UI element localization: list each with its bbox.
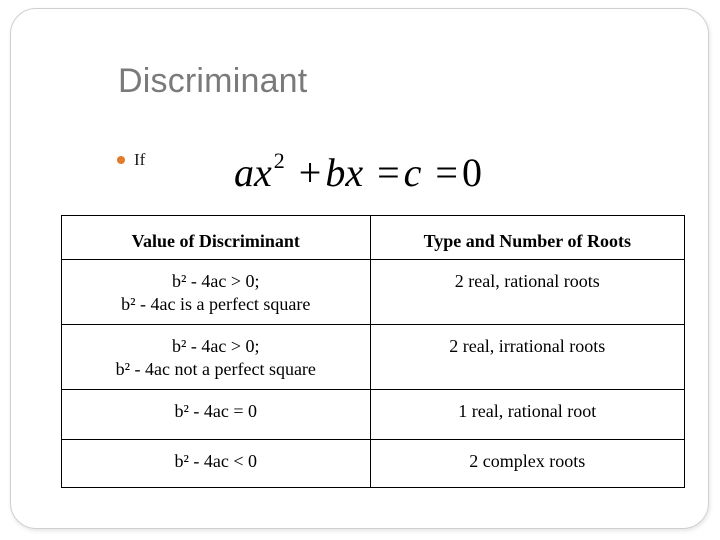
quadratic-equation	[234, 150, 482, 193]
condition-cell	[62, 260, 371, 325]
bullet-item	[117, 150, 145, 170]
condition-line: b² - 4ac < 0	[174, 451, 258, 471]
condition-cell	[62, 440, 371, 488]
eq-term-bx: bx	[325, 150, 364, 195]
roots-cell: 2 real, rational roots	[370, 260, 684, 325]
header-value-of-discriminant: Value of Discriminant	[62, 216, 371, 260]
table-row	[62, 260, 685, 325]
eq-zero: 0	[461, 150, 482, 195]
table-row	[62, 390, 685, 440]
condition-cell	[62, 325, 371, 390]
header-type-and-number-of-roots: Type and Number of Roots	[370, 216, 684, 260]
eq-term-ax: ax	[234, 150, 272, 195]
table-header-row	[62, 216, 685, 260]
table-row	[62, 325, 685, 390]
roots-cell: 1 real, rational root	[370, 390, 684, 440]
condition-line: b² - 4ac > 0;	[172, 271, 260, 291]
table-row	[62, 440, 685, 488]
condition-line: b² - 4ac = 0	[174, 401, 258, 421]
eq-exponent: 2	[273, 148, 285, 173]
eq-equals-1: =	[377, 150, 400, 195]
eq-term-c: c	[403, 150, 422, 195]
roots-cell: 2 complex roots	[370, 440, 684, 488]
roots-cell: 2 real, irrational roots	[370, 325, 684, 390]
discriminant-table	[61, 215, 685, 488]
bullet-text: If	[134, 150, 146, 169]
condition-line: b² - 4ac is a perfect square	[121, 293, 311, 314]
condition-cell	[62, 390, 371, 440]
condition-line: b² - 4ac not a perfect square	[115, 358, 316, 379]
slide-title: Discriminant	[118, 62, 308, 100]
eq-equals-2: =	[435, 150, 458, 195]
bullet-dot-icon	[117, 156, 125, 164]
eq-plus: +	[298, 150, 322, 195]
condition-line: b² - 4ac > 0;	[172, 336, 260, 356]
